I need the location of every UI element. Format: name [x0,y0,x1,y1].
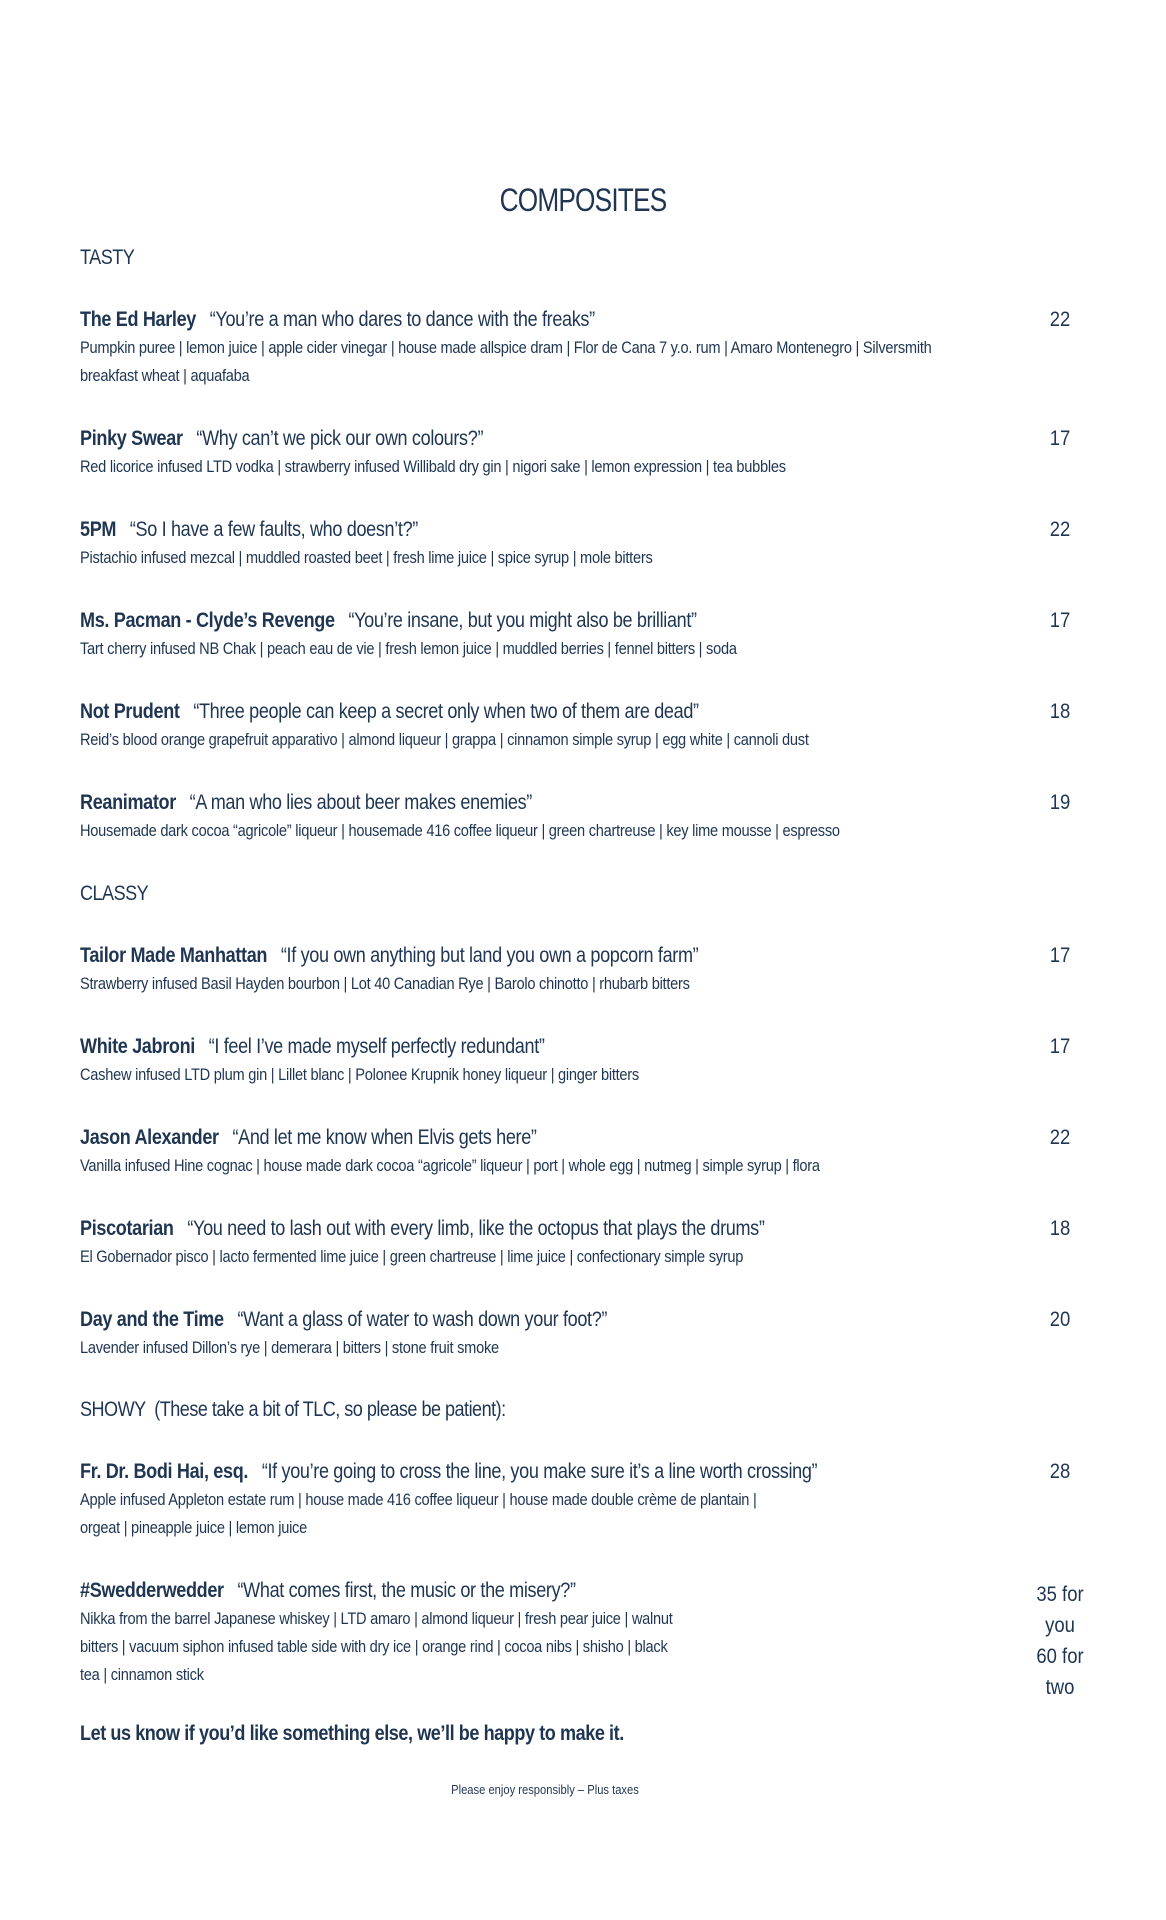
item-description: Reid’s blood orange grapefruit apparativo | almond liqueur | grappa | cinnamon simple syrup | egg white | cannoli dust [80,730,809,749]
item-description: Strawberry infused Basil Hayden bourbon | Lot 40 Canadian Rye | Barolo chinotto | rhubarb bitters [80,974,690,993]
section-heading-tasty: TASTY [80,246,135,269]
item-description: Pistachio infused mezcal | muddled roasted beet | fresh lime juice | spice syrup | mole bitters [80,548,653,567]
item-name: The Ed Harley [80,308,196,331]
item-quote: “Three people can keep a secret only when two of them are dead” [193,700,699,723]
item-quote: “So I have a few faults, who doesn’t?” [129,518,418,541]
item-price: 17 [1049,609,1071,632]
item-quote: “You’re a man who dares to dance with the freaks” [209,308,595,331]
item-description: Housemade dark cocoa “agricole” liqueur | housemade 416 coffee liqueur | green chartreuse | key lime mousse | espresso [80,821,840,840]
item-name: Tailor Made Manhattan [80,944,268,967]
item-price: 17 [1049,944,1071,967]
item-description: Pumpkin puree | lemon juice | apple cider vinegar | house made allspice dram | Flor de Cana 7 y.o. rum | Amaro Montenegro | Silversmith breakfast wheat | aquafaba [80,338,932,385]
item-price: 22 [1049,308,1071,331]
item-price: 22 [1049,518,1071,541]
item-quote: “Why can’t we pick our own colours?” [196,427,484,450]
item-price: 19 [1049,791,1071,814]
footer-note: Please enjoy responsibly – Plus taxes [451,1782,639,1797]
item-name: Not Prudent [80,700,180,723]
item-quote: “If you’re going to cross the line, you make sure it’s a line worth crossing” [261,1460,818,1483]
item-name: Fr. Dr. Bodi Hai, esq. [80,1460,249,1483]
menu-item [80,306,1090,390]
menu-item [80,1306,1090,1362]
menu-item [80,1458,1090,1542]
menu-item [80,1033,1090,1089]
item-quote: “What comes first, the music or the misery?” [237,1579,576,1602]
item-description: Nikka from the barrel Japanese whiskey | LTD amaro | almond liqueur | fresh pear juice | walnut bitters | vacuum siphon infused table side with dry ice | orange rind | cocoa nibs | shisho | black tea | cinnamon stick [80,1609,673,1684]
section-heading-classy: CLASSY [80,882,149,905]
menu-item [80,1577,1090,1699]
item-description: Cashew infused LTD plum gin | Lillet blanc | Polonee Krupnik honey liqueur | ginger bitters [80,1065,639,1084]
item-quote: “A man who lies about beer makes enemies” [189,791,532,814]
menu-item [80,516,1090,572]
item-name: Ms. Pacman - Clyde’s Revenge [80,609,335,632]
section-note: (These take a bit of TLC, so please be patient): [154,1398,506,1421]
item-price: 20 [1049,1308,1071,1331]
item-name: 5PM [80,518,117,541]
item-description: Red licorice infused LTD vodka | strawberry infused Willibald dry gin | nigori sake | lemon expression | tea bubbles [80,457,786,476]
menu-item [80,607,1090,663]
item-name: Pinky Swear [80,427,183,450]
item-price: 35 for you 60 for two [1036,1583,1084,1699]
item-description: Apple infused Appleton estate rum | house made 416 coffee liqueur | house made double crème de plantain | orgeat | pineapple juice | lemon juice [80,1490,757,1537]
item-description: El Gobernador pisco | lacto fermented lime juice | green chartreuse | lime juice | confectionary simple syrup [80,1247,744,1266]
item-price: 18 [1049,1217,1071,1240]
item-quote: “You need to lash out with every limb, like the octopus that plays the drums” [187,1217,765,1240]
item-quote: “If you own anything but land you own a popcorn farm” [280,944,699,967]
item-quote: “Want a glass of water to wash down your foot?” [237,1308,608,1331]
item-price: 28 [1049,1460,1071,1483]
menu-item [80,425,1090,481]
footer-call-to-action: Let us know if you’d like something else, we’ll be happy to make it. [80,1722,624,1745]
item-name: Jason Alexander [80,1126,219,1149]
item-description: Lavender infused Dillon’s rye | demerara | bitters | stone fruit smoke [80,1338,499,1357]
menu-item [80,698,1090,754]
item-name: White Jabroni [80,1035,195,1058]
item-name: Piscotarian [80,1217,174,1240]
item-price: 22 [1049,1126,1071,1149]
item-price: 18 [1049,700,1071,723]
item-name: Day and the Time [80,1308,224,1331]
item-quote: “And let me know when Elvis gets here” [232,1126,537,1149]
page-title: COMPOSITES [499,182,667,218]
item-name: #Swedderwedder [80,1579,224,1602]
item-quote: “You’re insane, but you might also be brilliant” [348,609,697,632]
section-heading-showy: SHOWY (These take a bit of TLC, so please be patient): [80,1398,506,1421]
item-price: 17 [1049,1035,1071,1058]
item-name: Reanimator [80,791,176,814]
menu-item [80,789,1090,845]
item-price: 17 [1049,427,1071,450]
menu-item [80,1215,1090,1271]
menu-item [80,1124,1090,1180]
item-description: Tart cherry infused NB Chak | peach eau de vie | fresh lemon juice | muddled berries | fennel bitters | soda [80,639,737,658]
item-description: Vanilla infused Hine cognac | house made dark cocoa “agricole” liqueur | port | whole egg | nutmeg | simple syrup | flora [80,1156,820,1175]
item-quote: “I feel I’ve made myself perfectly redundant” [208,1035,545,1058]
menu-item [80,942,1090,998]
